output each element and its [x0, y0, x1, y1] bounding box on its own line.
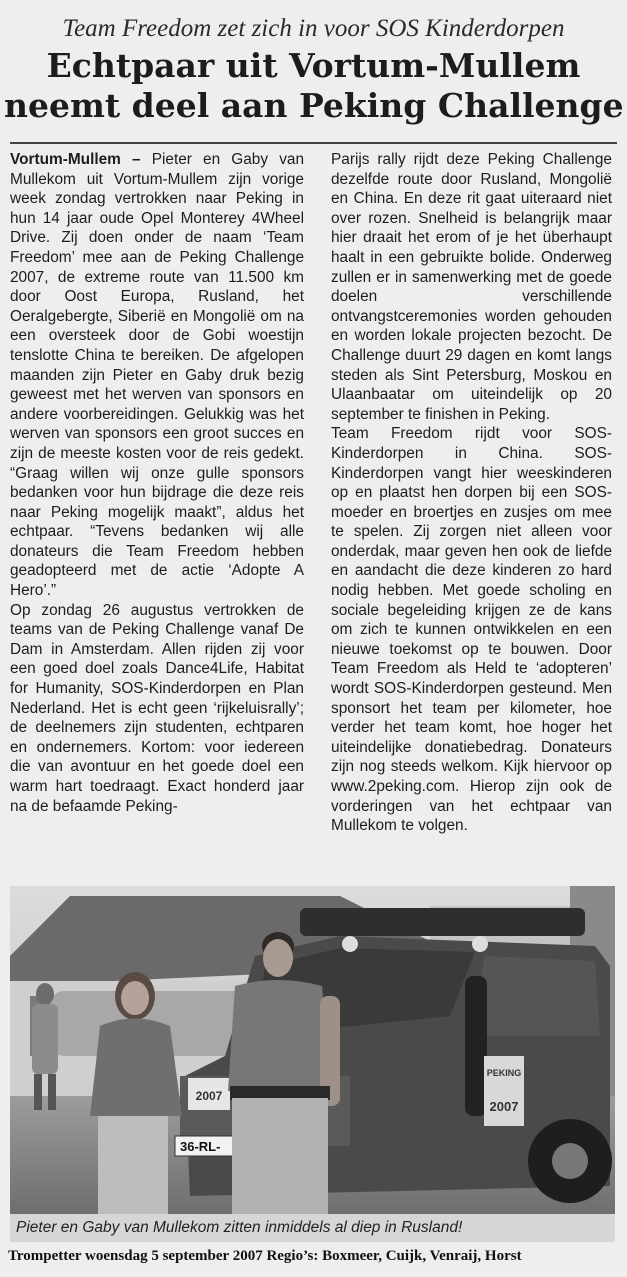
roof-rack: [300, 908, 585, 936]
license-plate-text: 36-RL-: [180, 1139, 221, 1154]
headline-line-2: neemt deel aan Peking Challenge: [4, 86, 624, 125]
spot-light: [342, 936, 358, 952]
bystander-body: [32, 1004, 58, 1074]
paragraph: Parijs rally rijdt deze Peking Challenge dezelfde route door Rusland, Mongolië en China. En deze rit gaat uiteraard niet over rozen. Snelheid is belangrijk maar hier draait het erom of je het überhaupt haalt in een gebruikte bolide. Onderweg zullen er in samenwerking met de goede doelen verschillende ontvangstceremonies worden gehouden en worden lokale projecten bezocht. De Challenge duurt 29 dagen en komt langs steden als Sint Petersburg, Moskou en Ulaanbaatar om uiteindelijk op 20 september te finishen in Peking.: [331, 151, 612, 423]
bystander-leg: [48, 1074, 56, 1110]
wheel-hub: [552, 1143, 588, 1179]
paragraph: Op zondag 26 augustus vertrokken de teams van de Peking Challenge vanaf De Dam in Amsterdam. Allen rijden zij voor een goed doel zoals Dance4Life, Habitat for Humanity, SOS-Kinderdorpen en Plan Nederland. Het is echt geen ‘rijkeluisrally’; de deelnemers zijn studenten, echtparen en ondernemers. Kortom: voor iedereen die van avontuur en het goede doel een warm hart toedraagt. Exact honderd jaar na de befaamde Peking-: [10, 601, 304, 815]
publication-footer: Trompetter woensdag 5 september 2007 Regio’s: Boxmeer, Cuijk, Venraij, Horst: [8, 1248, 522, 1264]
person-face: [263, 939, 293, 977]
photo-caption: Pieter en Gaby van Mullekom zitten inmiddels al diep in Rusland!: [10, 1214, 615, 1242]
bystander-head: [36, 983, 54, 1005]
paragraph: Team Freedom rijdt voor SOS-Kinderdorpen in China. SOS-Kinderdorpen vangt hier weeskinderen op en plaatst hen dorpen bij een SOS-moeder en broertjes en zusjes om mee te spelen. Zij zorgen niet alleen voor onderdak, maar geven hen ook de liefde en aandacht die deze kinderen zo hard nodig hebben. Met goede scholing en sociale begeleiding krijgen ze de kans om zich te kunnen ontwikkelen en een nieuwe toekomst op te bouwen. Door Team Freedom als Held te ‘adopteren’ wordt SOS-Kinderdorpen gesteund. Men sponsort het team per kilometer, hoe verder het team komt, hoe hoger het uiteindelijke donatiebedrag. Donateurs zijn nog steeds welkom. Kijk hiervoor op www.2peking.com. Hierop zijn ook de vorderingen van het echtpaar van Mullekom te volgen.: [331, 425, 612, 835]
photo-illustration: [10, 886, 615, 1214]
article-headline: [4, 46, 623, 126]
person-shirt: [90, 1019, 182, 1117]
article-photo: [10, 886, 615, 1214]
paragraph: [10, 150, 304, 601]
snorkel: [465, 976, 487, 1116]
dateline: Vortum-Mullem –: [10, 151, 141, 168]
person-jeans: [232, 1098, 328, 1214]
person-belt: [230, 1086, 330, 1100]
person-face: [121, 981, 149, 1015]
paragraph-text: Pieter en Gaby van Mullekom uit Vortum-Mullem zijn vorige week zondag vertrokken naar Peking in hun 14 jaar oude Opel Monterey 4Wheel Drive. Zij doen onder de naam ‘Team Freedom’ mee aan de Peking Challenge 2007, de extreme route van 11.500 km door Oost Europa, Rusland, het Oeralgebergte, Siberië en Mongolië om na een oversteek door de Gobi woestijn tenslotte China te bereiken. De afgelopen maanden zijn Pieter en Gaby druk bezig geweest met het werven van sponsors en andere voorbereidingen. Gelukkig was het werven van sponsors een groot succes en zijn de meeste kosten voor de reis gedekt. “Graag willen wij onze gulle sponsors bedanken voor hun bijdrage die deze reis naar Peking mogelijk maakt”, aldus het echtpaar. “Tevens bedanken wij alle donateurs die Team Freedom hebben geadopteerd met de actie ‘Adopte A Hero’.”: [10, 151, 305, 600]
article-column-right: [331, 150, 612, 836]
article-kicker: Team Freedom zet zich in voor SOS Kinderdorpen: [62, 15, 565, 42]
door-sticker-title: PEKING: [486, 1068, 522, 1078]
headline-divider: [10, 142, 617, 144]
door-sticker-year: 2007: [489, 1099, 519, 1114]
side-window: [470, 956, 600, 1036]
spot-light: [472, 936, 488, 952]
bystander-leg: [34, 1074, 42, 1110]
person-shirt: [228, 980, 332, 1091]
door-sticker: [484, 1056, 524, 1126]
person-trousers: [98, 1116, 168, 1214]
article-column-left: [10, 150, 304, 816]
sticker-text: 2007: [195, 1089, 223, 1103]
headline-line-1: Echtpaar uit Vortum-Mullem: [46, 46, 581, 85]
